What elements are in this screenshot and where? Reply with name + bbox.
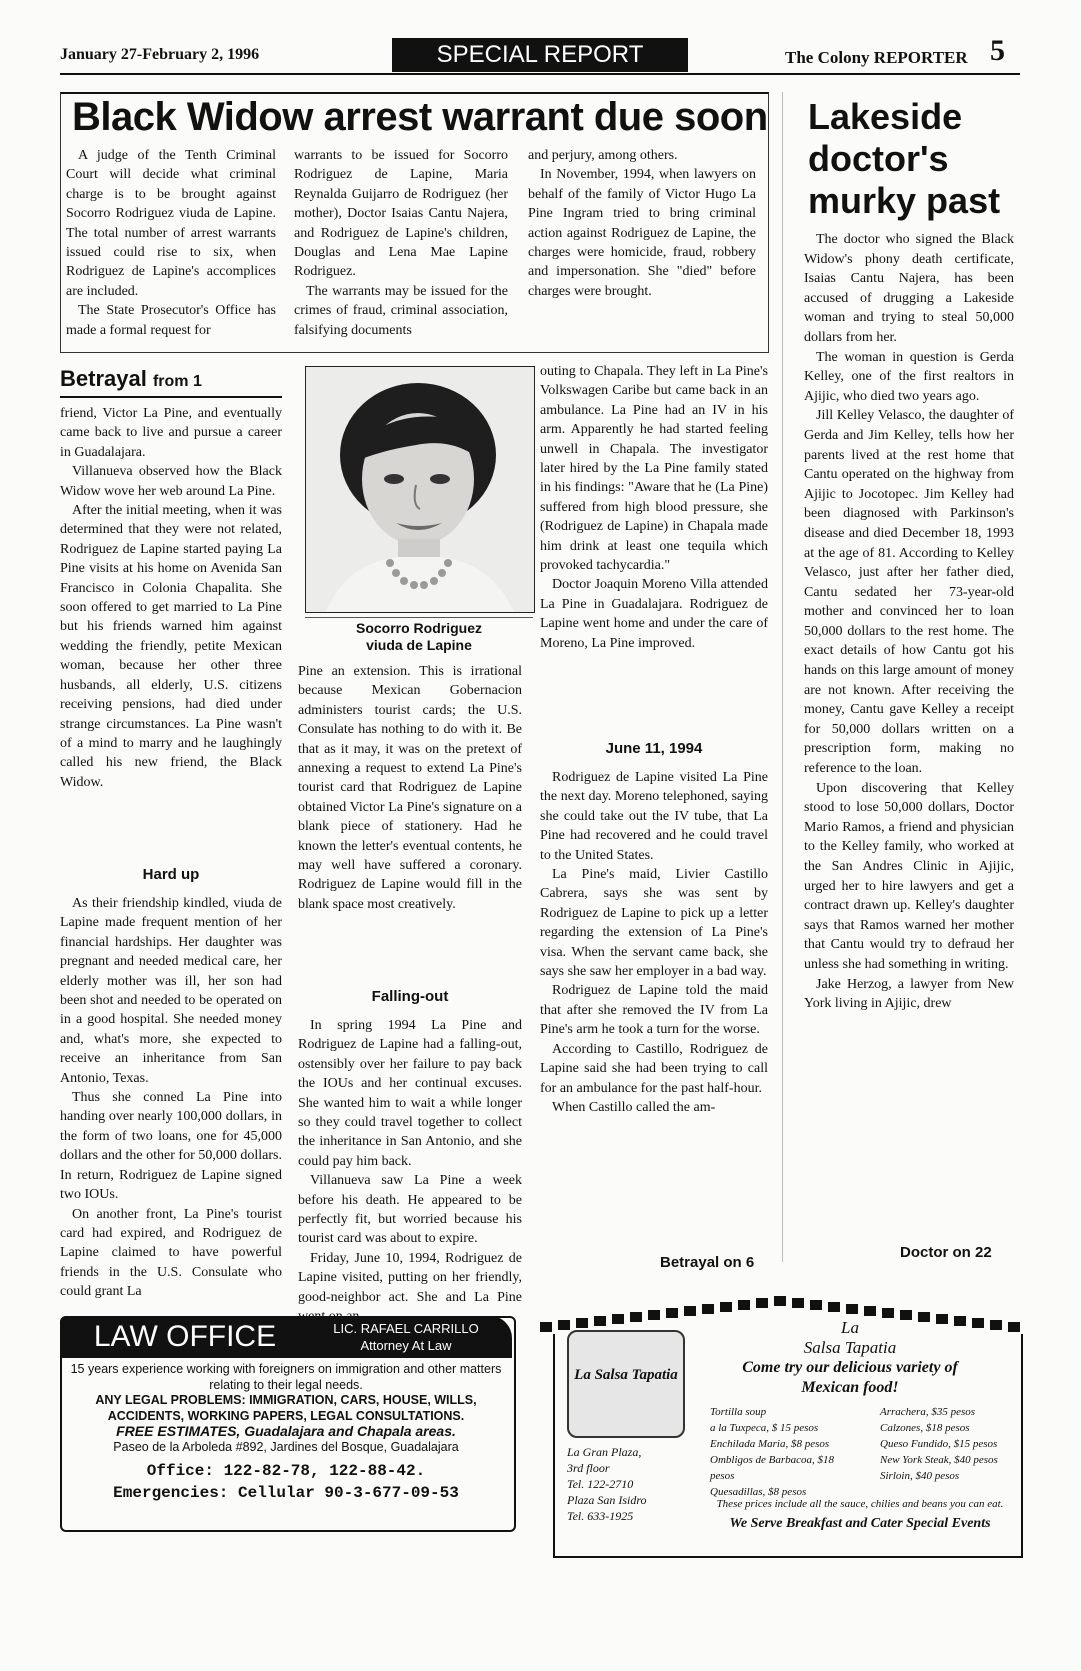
paragraph: friend, Victor La Pine, and eventually came back to live and pursue a career in Guadalajara. (60, 406, 282, 460)
logo-text: La Salsa Tapatia (574, 1367, 678, 1383)
continuation-from: from 1 (152, 373, 202, 390)
paragraph: On another front, La Pine's tourist card had expired, and Rodriguez de Lapine claimed to have powerful friends in the U.S. Consulate who could grant La (60, 1206, 282, 1300)
paragraph: Friday, June 10, 1994, Rodriguez de Lapine visited, putting on her friendly, good-neighbor act. She and La Pine (298, 1250, 522, 1305)
restaurant-name-line: Salsa Tapatia (803, 1338, 897, 1357)
paragraph: Villanueva saw La Pine a week before his death. He appeared to be perfectly fit, but worried because his tourist card was about to expire. (298, 1173, 522, 1247)
law-line: ANY LEGAL PROBLEMS: IMMIGRATION, CARS, HOUSE, WILLS, ACCIDENTS, WORKING PAPERS, LEGAL CONSULTATIONS. (95, 1393, 477, 1423)
restaurant-logo (567, 1330, 685, 1438)
paragraph: and perjury, among others. (528, 148, 678, 163)
main-column-3 (528, 146, 756, 301)
paragraph: Upon discovering that Kelley stood to lose 50,000 dollars, Doctor Mario Ramos, a friend and physician to the Kelley family, who worked at the San Andres Clinic in Ajijic, urged her to hire lawyers and get a contract drawn up. Kelley's daughter says that Ramos warned her mother that Cantu would try to defraud her unless she had something in writing. (804, 780, 1014, 972)
section-banner: SPECIAL REPORT (392, 38, 688, 72)
lawyer-name: LIC. RAFAEL CARRILLO (333, 1321, 479, 1336)
address-line: La Gran Plaza, (567, 1445, 642, 1459)
betrayal-column-1b (60, 894, 282, 1302)
law-office-phones (64, 1460, 508, 1504)
menu-item: Calzones, $18 pesos (880, 1422, 970, 1434)
law-line: Paseo de la Arboleda #892, Jardines del Bosque, Guadalajara (113, 1439, 459, 1454)
betrayal-column-3b (540, 768, 768, 1117)
continuation-title: Betrayal (60, 366, 147, 391)
sidebar-headline: Lakeside doctor's murky past (808, 96, 1001, 221)
law-office-lawyer (300, 1316, 512, 1358)
address-line: Tel. 122-2710 (567, 1477, 634, 1491)
menu-list-left (710, 1404, 850, 1500)
paragraph: A judge of the Tenth Criminal Court will decide what criminal charge is to be brought against Socorro Rodriguez viuda de Lapine. The total number of arrest warrants issued could rise to six, when Rodriguez de Lapine's accomplices are included. (66, 148, 276, 299)
paragraph: As their friendship kindled, viuda de Lapine made frequent mention of her financial hardships. Her daughter was pregnant and needed medical care, her elderly mother was ill, her son had been shot and needed to be operated on in a good hospital. She needed money and, what's more, she expected to receive an inheritance from San Antonio, Texas. (60, 896, 282, 1086)
issue-date: January 27-February 2, 1996 (60, 46, 260, 63)
law-office-body (64, 1362, 508, 1455)
tagline-line: Come try our delicious variety of (742, 1359, 958, 1376)
heading-rule (60, 396, 282, 398)
restaurant-name (720, 1318, 980, 1358)
paragraph: In spring 1994 La Pine and Rodriguez de Lapine had a falling-out, ostensibly over her failure to pay back the IOUs and her continual excuses. She wanted him to wait a while longer so they could travel together to collect the inheritance in San Antonio, and she could pay him back. (298, 1018, 522, 1169)
page-number: 5 (990, 34, 1005, 67)
address-line: Tel. 633-1925 (567, 1509, 634, 1523)
continuation-heading (60, 366, 202, 392)
photo-caption (305, 620, 533, 654)
sidebar-jump-line: Doctor on 22 (900, 1244, 992, 1261)
betrayal-column-3 (540, 362, 768, 653)
paragraph: Pine an extension. This is irrational because Mexican Gobernacion administers tourist cards; the U.S. Consulate has nothing to do with it. Be that as it may, it was on the pretext of annexing a request to extend La Pine's tourist card that Rodriguez de Lapine obtained Victor La Pine's signature on a blank piece of stationery. Had he known the letter's eventual contents, he may well have suffered a coronary. Rodriguez de Lapine would fill in the blank space most creatively. (298, 664, 522, 912)
betrayal-column-2 (298, 662, 522, 914)
menu-item: Ombligos de Barbacoa, $18 pesos (710, 1454, 835, 1482)
paragraph: Rodriguez de Lapine told the maid that after she removed the IV from La Pine's arm he took a turn for the worse. (540, 983, 768, 1038)
menu-item: New York Steak, $40 pesos (880, 1454, 998, 1466)
paragraph: Jill Kelley Velasco, the daughter of Gerda and Jim Kelley, tells how her parents lived at the rest home that Cantu operated on the highway from Ajijic to Jocotopec. Jim Kelley had been diagnosed with Parkinson's disease and died December 18, 1993 at the age of 81. According to Kelley Velasco, just after her father died, Cantu sedated her 73-year-old mother and convinced her to loan 50,000 dollars to the rest home. The exact details of how Cantu got his hands on this large amount of money are not known. After receiving the money, Cantu gave Kelley a receipt for 50,000 dollars written on a prescription form, making no reference to the loan. (804, 408, 1014, 777)
paragraph: After the initial meeting, when it was determined that they were not related, Rodriguez de Lapine started paying La Pine visits at his home on Avenida San Francisco in Colonia Chapalita. She soon offered to get married to La Pine but his friends warned him against wedding the friendly, petite Mexican woman, because her other three husbands, all elderly, U.S. citizens receiving pensions, had died under strange circumstances. La Pine wasn't of a mind to marry and he laughingly called his new friend, the Black Widow. (60, 503, 282, 790)
ad-tagline (700, 1358, 1000, 1398)
law-phone-office: Office: 122-82-78, 122-88-42. (146, 1462, 426, 1480)
paragraph: outing to Chapala. They left in La Pine's Volkswagen Caribe but came back in an ambulance. La Pine had an IV in his arm. Apparently he had started feeling unwell in Chapala. The investigator later hired by the La Pine family stated in his findings: "Aware that he (La Pine) suffered from high blood pressure, she (Rodriguez de Lapine) in Chapala made him drink at least one tequila which provoked tachycardia." (540, 364, 768, 574)
menu-item: Tortilla soup (710, 1406, 767, 1418)
tagline-line: Mexican food! (801, 1379, 899, 1396)
caption-line: viuda de Lapine (366, 637, 472, 653)
top-rule (60, 73, 1020, 75)
main-column-1 (66, 146, 276, 340)
paragraph: Thus she conned La Pine into handing over nearly 100,000 dollars, in the form of two loans, one for 45,000 dollars and the other for 50,000 dollars. In return, Rodriguez de Lapine signed two IOUs. (60, 1090, 282, 1203)
newspaper-name: The Colony REPORTER (785, 48, 968, 67)
ad-price-note: These prices include all the sauce, chilies and beans you can eat. (716, 1498, 1004, 1510)
address-line: 3rd floor (567, 1461, 610, 1475)
menu-item: Queso Fundido, $15 pesos (880, 1438, 998, 1450)
paragraph: The woman in question is Gerda Kelley, one of the first realtors in Ajijic, who died two years ago. (804, 349, 1014, 404)
caption-line: Socorro Rodriguez (355, 620, 482, 636)
paragraph: In November, 1994, when lawyers on behalf of the family of Victor Hugo La Pine Ingram tried to bring criminal action against Rodriguez de Lapine, the charges were homicide, fraud, robbery and impersonation. She "died" before charges were brought. (528, 167, 756, 299)
menu-item: Quesadillas, $8 pesos (710, 1486, 807, 1498)
sidebar-body (804, 230, 1014, 1014)
betrayal-column-2b (298, 1016, 522, 1327)
menu-item: Arrachera, $35 pesos (880, 1406, 976, 1418)
portrait-image (306, 367, 534, 612)
law-phone-emergency: Emergencies: Cellular 90-3-677-09-53 (113, 1484, 459, 1502)
betrayal-column-1 (60, 404, 282, 792)
ad-address (567, 1444, 687, 1524)
main-column-2 (294, 146, 508, 340)
portrait-photo (305, 366, 535, 613)
menu-item: Enchilada Maria, $8 pesos (710, 1438, 830, 1450)
paragraph: Villanueva observed how the Black Widow wove her web around La Pine. (60, 464, 282, 499)
paragraph: Rodriguez de Lapine visited La Pine the next day. Moreno telephoned, saying she could take out the IV tube, that La Pine had recovered and he could travel to the United States. (540, 770, 768, 863)
law-office-title: LAW OFFICE (60, 1316, 310, 1358)
menu-item: a la Tuxpeca, $ 15 pesos (710, 1422, 819, 1434)
paragraph: The doctor who signed the Black Widow's phony death certificate, Isaias Cantu Najera, has been accused of drugging a Lakeside woman and trying to steal 50,000 dollars from her. (804, 232, 1014, 345)
paragraph: The State Prosecutor's Office has made a formal request for (66, 303, 276, 338)
paragraph: Jake Herzog, a lawyer from New York living in Ajijic, drew (804, 976, 1014, 1012)
paragraph: According to Castillo, Rodriguez de Lapine said she had been trying to call for an ambulance for the past half-hour. (540, 1041, 768, 1096)
paragraph: Doctor Joaquin Moreno Villa attended La Pine in Guadalajara. Rodriguez de Lapine went home and under the care of Moreno, La Pine improved. (540, 577, 768, 651)
menu-list-right (880, 1404, 1020, 1484)
law-line: FREE ESTIMATES, Guadalajara and Chapala areas. (116, 1423, 456, 1439)
paragraph: La Pine's maid, Livier Castillo Cabrera, says she was sent by Rodriguez de Lapine to pick up a letter regarding the extension of La Pine's visa. When the servant came back, she says she saw her employer in a bad way. (540, 867, 768, 980)
paragraph: warrants to be issued for Socorro Rodriguez de Lapine, Maria Reynalda Guijarro de Rodriguez (her mother), Doctor Isaias Cantu Najera, and Rodriguez de Lapine's children, Douglas and Lena Mae Lapine Rodriguez. (294, 148, 508, 280)
restaurant-name-line: La (841, 1318, 859, 1337)
lawyer-role: Attorney At Law (360, 1338, 452, 1353)
paragraph: When Castillo called the am- (552, 1099, 716, 1115)
headline: Black Widow arrest warrant due soon (72, 95, 768, 139)
betrayal-jump-line: Betrayal on 6 (660, 1254, 755, 1271)
menu-item: Sirloin, $40 pesos (880, 1470, 960, 1482)
ad-events-line: We Serve Breakfast and Cater Special Events (729, 1516, 991, 1531)
caption-rule (305, 617, 533, 618)
address-line: Plaza San Isidro (567, 1493, 647, 1507)
paragraph: The warrants may be issued for the crimes of fraud, criminal association, falsifying documents (294, 283, 508, 338)
subhead-june: June 11, 1994 (605, 740, 703, 757)
law-line: 15 years experience working with foreigners on immigration and other matters relating to their legal needs. (70, 1362, 502, 1392)
subhead-hard-up: Hard up (142, 866, 200, 883)
subhead-falling-out: Falling-out (371, 988, 449, 1005)
